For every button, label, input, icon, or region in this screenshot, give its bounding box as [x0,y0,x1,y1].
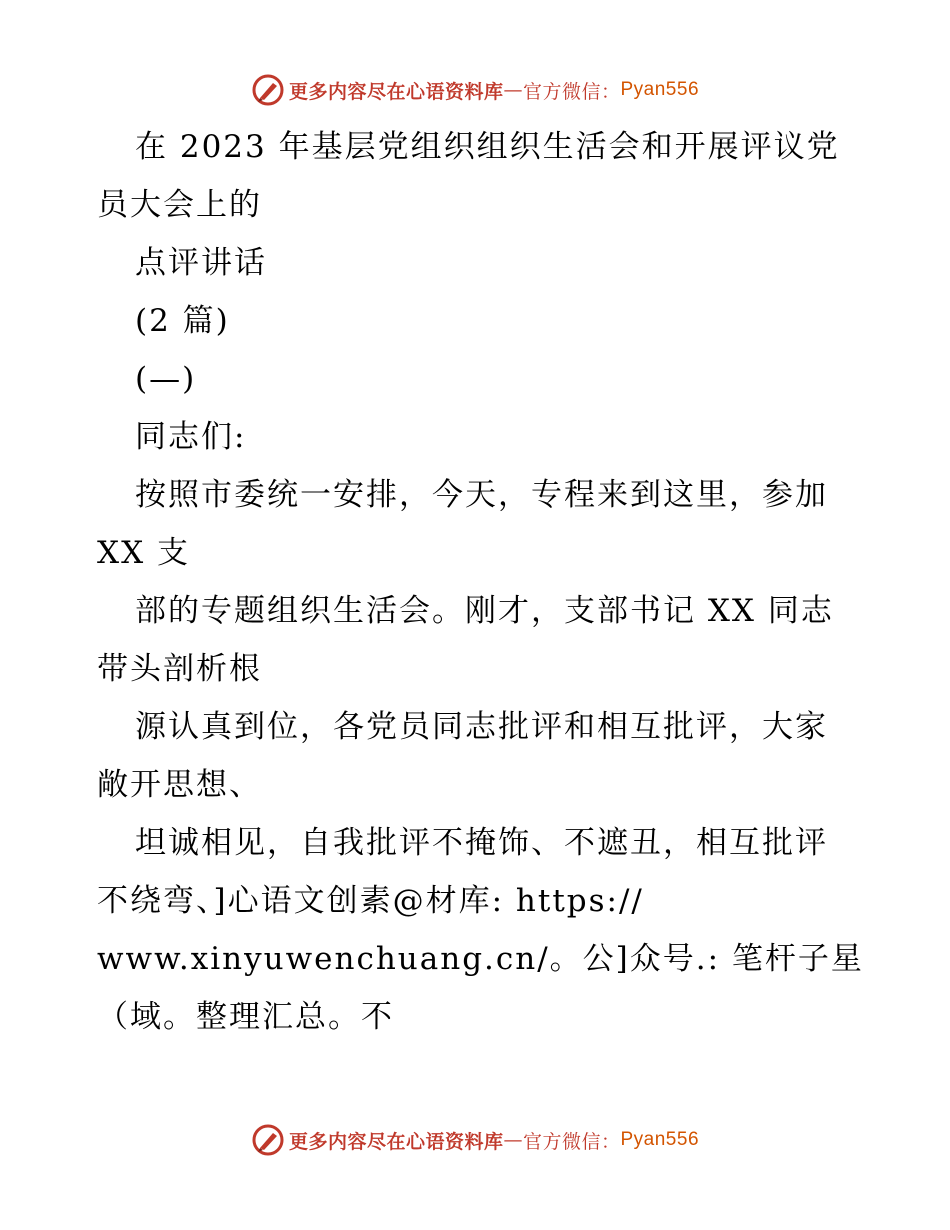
banner-wechat-label: 官方微信： [522,1130,621,1153]
text-line: 按照市委统一安排，今天，专程来到这里，参加 [135,477,828,513]
text-line: XX 支 [97,535,190,571]
text-line: (2 篇) [135,303,230,339]
banner-main-text: 更多内容尽在心语资料库 [288,80,504,103]
footer-banner [0,1120,950,1160]
text-line: 同志们: [135,419,247,455]
text-line: 员大会上的 [97,187,262,223]
text-line: 源认真到位，各党员同志批评和相互批评，大家 [135,709,828,745]
text-line: 不绕弯、]心语文创素@材库: https:// [97,883,644,919]
text-line: 部的专题组织生活会。刚才，支部书记 XX 同志 [135,593,834,629]
pen-logo-icon [251,1123,285,1157]
text-line: 坦诚相见，自我批评不掩饰、不遮丑，相互批评 [135,825,828,861]
text-line: 敞开思想、 [97,767,262,803]
document-body [97,118,864,1046]
pen-logo-icon [251,73,285,107]
banner-separator: — [503,79,523,101]
banner-text [289,77,699,104]
text-line: 在 2023 年基层党组织组织生活会和开展评议党 [135,129,840,165]
banner-wechat-id: Pyan556 [620,79,700,100]
banner-main-text: 更多内容尽在心语资料库 [288,1130,504,1153]
text-line: (—) [135,361,197,397]
banner-wechat-label: 官方微信： [522,80,621,103]
text-line: 点评讲话 [135,245,267,281]
banner-wechat-id: Pyan556 [620,1129,700,1150]
banner-separator: — [503,1129,523,1151]
text-line: 带头剖析根 [97,651,262,687]
header-banner [0,70,950,110]
banner-text [289,1127,699,1154]
text-line: www.xinyuwenchuang.cn/。公]众号.: 笔杆子星 [97,941,864,977]
text-line: （域。整理汇总。不 [97,999,394,1035]
